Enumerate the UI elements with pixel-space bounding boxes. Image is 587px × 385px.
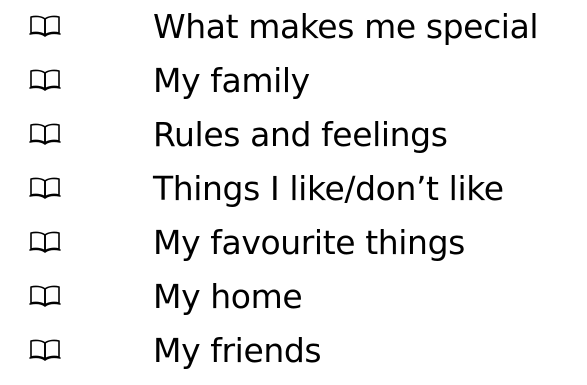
open-book-icon	[28, 176, 62, 200]
open-book-icon	[28, 230, 62, 254]
list-item	[0, 330, 587, 384]
list-item-label: My family	[153, 61, 310, 100]
list-item	[0, 222, 587, 276]
open-book-icon	[28, 14, 62, 38]
list-item-label: My friends	[153, 331, 322, 370]
list-item	[0, 60, 587, 114]
open-book-icon	[28, 338, 62, 362]
list-item	[0, 6, 587, 60]
list-item-label: My favourite things	[153, 223, 465, 262]
open-book-icon	[28, 122, 62, 146]
list-item	[0, 168, 587, 222]
open-book-icon	[28, 68, 62, 92]
list-item	[0, 114, 587, 168]
list-item-label: What makes me special	[153, 7, 539, 46]
list-item-label: Things I like/don’t like	[153, 169, 504, 208]
list-item-label: Rules and feelings	[153, 115, 448, 154]
list-item	[0, 276, 587, 330]
open-book-icon	[28, 284, 62, 308]
list-item-label: My home	[153, 277, 303, 316]
